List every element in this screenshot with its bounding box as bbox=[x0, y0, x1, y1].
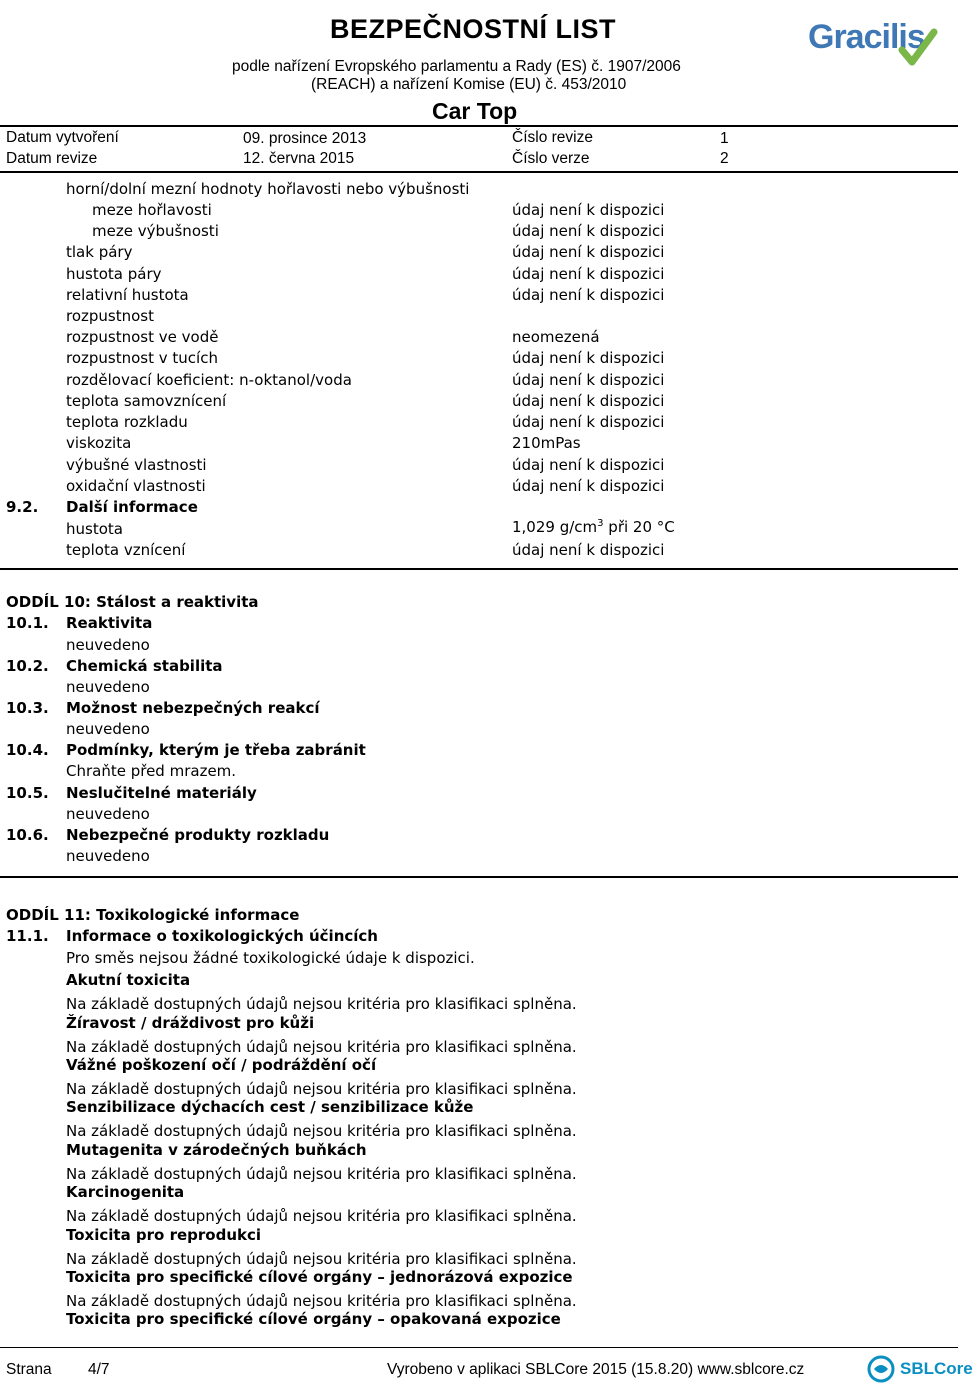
property-label: viskozita bbox=[66, 434, 132, 452]
item-text: neuvedeno bbox=[66, 636, 150, 654]
item-title: Nebezpečné produkty rozkladu bbox=[66, 826, 330, 844]
revision-number-value: 1 bbox=[720, 130, 729, 147]
footer-rule bbox=[0, 1347, 958, 1348]
property-label: meze hořlavosti bbox=[92, 201, 212, 219]
property-label: relativní hustota bbox=[66, 286, 189, 304]
item-text: neuvedeno bbox=[66, 720, 150, 738]
item-number: 10.3. bbox=[6, 699, 49, 717]
tox-item-text: Na základě dostupných údajů nejsou kritéria pro klasifikaci splněna. bbox=[66, 1038, 577, 1056]
property-label: rozpustnost ve vodě bbox=[66, 328, 219, 346]
page-number: 4/7 bbox=[88, 1361, 110, 1378]
subsection-9-2-title: Další informace bbox=[66, 498, 198, 516]
item-title: Chemická stabilita bbox=[66, 657, 223, 675]
flammability-heading: horní/dolní mezní hodnoty hořlavosti nebo výbušnosti bbox=[66, 180, 470, 198]
tox-item-title: Vážné poškození očí / podráždění očí bbox=[66, 1056, 377, 1074]
document-title: BEZPEČNOSTNÍ LIST bbox=[330, 14, 617, 44]
section-11-rule bbox=[0, 876, 958, 878]
page-label: Strana bbox=[6, 1361, 52, 1378]
item-text: Chraňte před mrazem. bbox=[66, 762, 237, 780]
section-11-heading: ODDÍL 11: Toxikologické informace bbox=[6, 906, 300, 924]
header-rule-top bbox=[0, 125, 958, 127]
property-label: teplota rozkladu bbox=[66, 413, 188, 431]
property-value: údaj není k dispozici bbox=[512, 243, 665, 261]
revision-date-label: Datum revize bbox=[6, 150, 98, 167]
item-number: 10.4. bbox=[6, 741, 49, 759]
version-label: Číslo verze bbox=[512, 150, 590, 167]
product-name: Car Top bbox=[432, 98, 518, 124]
property-value: údaj není k dispozici bbox=[512, 222, 665, 240]
density-value: 1,029 $g/cm^3$ při 20 °C bbox=[512, 518, 675, 536]
tox-item-text: Na základě dostupných údajů nejsou kritéria pro klasifikaci splněna. bbox=[66, 995, 577, 1013]
tox-item-text: Na základě dostupných údajů nejsou kritéria pro klasifikaci splněna. bbox=[66, 1207, 577, 1225]
tox-item-title: Toxicita pro specifické cílové orgány – opakovaná expozice bbox=[66, 1310, 561, 1328]
subsection-11-1-number: 11.1. bbox=[6, 927, 49, 945]
item-title: Neslučitelné materiály bbox=[66, 784, 257, 802]
item-title: Možnost nebezpečných reakcí bbox=[66, 699, 320, 717]
property-label: tlak páry bbox=[66, 243, 133, 261]
sblcore-logo bbox=[866, 1355, 973, 1383]
property-value: neomezená bbox=[512, 328, 600, 346]
property-value: 210mPas bbox=[512, 434, 581, 452]
item-text: neuvedeno bbox=[66, 805, 150, 823]
property-value: údaj není k dispozici bbox=[512, 456, 665, 474]
item-text: neuvedeno bbox=[66, 678, 150, 696]
created-label: Datum vytvoření bbox=[6, 129, 119, 146]
item-number: 10.5. bbox=[6, 784, 49, 802]
section-10-heading: ODDÍL 10: Stálost a reaktivita bbox=[6, 593, 259, 611]
tox-item-title: Toxicita pro specifické cílové orgány – jednorázová expozice bbox=[66, 1268, 573, 1286]
property-label: rozpustnost bbox=[66, 307, 154, 325]
property-label: hustota páry bbox=[66, 265, 162, 283]
ignition-value: údaj není k dispozici bbox=[512, 541, 665, 559]
revision-date-value: 12. června 2015 bbox=[243, 150, 355, 167]
property-label: teplota samovznícení bbox=[66, 392, 227, 410]
tox-item-title: Žíravost / dráždivost pro kůži bbox=[66, 1014, 315, 1032]
subsection-9-2-number: 9.2. bbox=[6, 498, 39, 516]
tox-item-text: Na základě dostupných údajů nejsou kritéria pro klasifikaci splněna. bbox=[66, 1122, 577, 1140]
property-value: údaj není k dispozici bbox=[512, 201, 665, 219]
property-value: údaj není k dispozici bbox=[512, 413, 665, 431]
property-value: údaj není k dispozici bbox=[512, 265, 665, 283]
density-label: hustota bbox=[66, 520, 123, 538]
property-label: oxidační vlastnosti bbox=[66, 477, 206, 495]
property-label: rozpustnost v tucích bbox=[66, 349, 218, 367]
sblcore-emblem-icon bbox=[866, 1355, 896, 1383]
ignition-label: teplota vznícení bbox=[66, 541, 186, 559]
tox-item-title: Senzibilizace dýchacích cest / senzibilizace kůže bbox=[66, 1098, 474, 1116]
regulation-line-2: (REACH) a nařízení Komise (EU) č. 453/2010 bbox=[311, 76, 627, 93]
created-value: 09. prosince 2013 bbox=[243, 130, 367, 147]
item-text: neuvedeno bbox=[66, 847, 150, 865]
item-number: 10.1. bbox=[6, 614, 49, 632]
checkmark-icon bbox=[898, 26, 938, 70]
item-number: 10.2. bbox=[6, 657, 49, 675]
property-label: rozdělovací koeficient: n-oktanol/voda bbox=[66, 371, 352, 389]
property-label: výbušné vlastnosti bbox=[66, 456, 207, 474]
section-10-rule bbox=[0, 568, 958, 570]
revision-number-label: Číslo revize bbox=[512, 129, 593, 146]
property-value: údaj není k dispozici bbox=[512, 286, 665, 304]
regulation-line-1: podle nařízení Evropského parlamentu a Rady (ES) č. 1907/2006 bbox=[232, 58, 681, 75]
tox-item-title: Akutní toxicita bbox=[66, 971, 191, 989]
tox-item-text: Na základě dostupných údajů nejsou kritéria pro klasifikaci splněna. bbox=[66, 1080, 577, 1098]
version-value: 2 bbox=[720, 150, 729, 167]
sblcore-logo-text: SBLCore bbox=[900, 1359, 973, 1378]
item-title: Podmínky, kterým je třeba zabránit bbox=[66, 741, 366, 759]
property-value: údaj není k dispozici bbox=[512, 349, 665, 367]
subsection-11-1-title: Informace o toxikologických účincích bbox=[66, 927, 378, 945]
tox-item-text: Na základě dostupných údajů nejsou kritéria pro klasifikaci splněna. bbox=[66, 1292, 577, 1310]
property-value: údaj není k dispozici bbox=[512, 371, 665, 389]
tox-item-text: Na základě dostupných údajů nejsou kritéria pro klasifikaci splněna. bbox=[66, 1250, 577, 1268]
generated-by: Vyrobeno v aplikaci SBLCore 2015 (15.8.20) www.sblcore.cz bbox=[387, 1361, 805, 1378]
property-value: údaj není k dispozici bbox=[512, 477, 665, 495]
item-number: 10.6. bbox=[6, 826, 49, 844]
header-rule-bottom bbox=[0, 171, 958, 173]
tox-item-title: Toxicita pro reprodukci bbox=[66, 1226, 262, 1244]
toxicology-intro: Pro směs nejsou žádné toxikologické údaje k dispozici. bbox=[66, 949, 475, 967]
property-value: údaj není k dispozici bbox=[512, 392, 665, 410]
logo-text: Gracilis bbox=[808, 18, 925, 56]
property-label: meze výbušnosti bbox=[92, 222, 219, 240]
gracilis-logo bbox=[808, 18, 943, 74]
tox-item-title: Mutagenita v zárodečných buňkách bbox=[66, 1141, 367, 1159]
tox-item-text: Na základě dostupných údajů nejsou kritéria pro klasifikaci splněna. bbox=[66, 1165, 577, 1183]
item-title: Reaktivita bbox=[66, 614, 153, 632]
tox-item-title: Karcinogenita bbox=[66, 1183, 185, 1201]
